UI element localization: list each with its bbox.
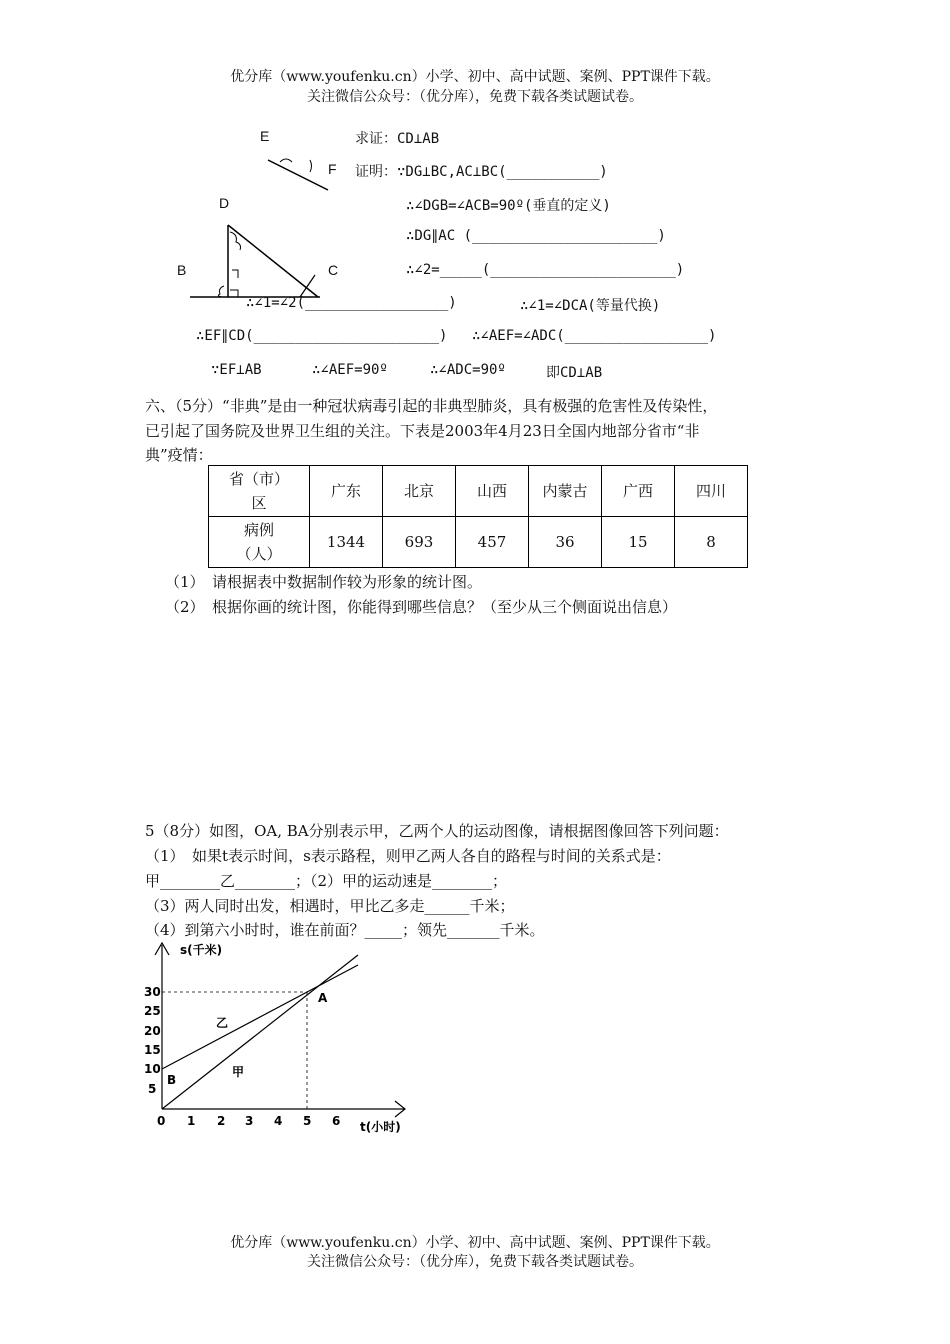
proof-line-7b: ∴∠AEF=90º xyxy=(312,362,388,378)
label-f: F xyxy=(328,161,337,177)
line-ba-yi xyxy=(162,965,358,1069)
section5-line-3: 甲________乙________；（2）甲的运动速是________； xyxy=(145,872,508,890)
table-cell: 山西 xyxy=(456,466,529,517)
y-axis-label: s(千米) xyxy=(180,943,223,957)
section6-line-1: 六、（5分）“非典”是由一种冠状病毒引起的非典型肺炎，具有极强的危害性及传染性， xyxy=(145,397,718,415)
label-d: D xyxy=(219,195,230,211)
proof-line-7a: ∵EF⊥AB xyxy=(211,362,262,378)
table-cell: 457 xyxy=(456,517,529,568)
proof-line-1: 证明：∵DG⊥BC,AC⊥BC(___________) xyxy=(355,164,608,180)
label-e: E xyxy=(260,128,270,144)
table-cell: 北京 xyxy=(383,466,456,517)
x-tick-6: 6 xyxy=(332,1114,341,1128)
proof-line-7d: 即CD⊥AB xyxy=(546,365,603,381)
proof-line-5: ∴∠1=∠2(_________________) xyxy=(246,295,457,311)
section5-line-4: （3）两人同时出发，相遇时，甲比乙多走______千米； xyxy=(145,897,515,915)
x-tick-1: 1 xyxy=(187,1114,196,1128)
y-tick-5: 5 xyxy=(148,1082,157,1096)
proof-line-3: ∴DG∥AC (______________________) xyxy=(406,228,666,244)
table-header-region: 省（市） 区 xyxy=(209,466,310,517)
point-a-label: A xyxy=(318,991,328,1005)
table-cell: 广东 xyxy=(310,466,383,517)
x-tick-2: 2 xyxy=(217,1114,226,1128)
y-tick-20: 20 xyxy=(144,1024,161,1038)
proof-line-4: ∴∠2=_____(______________________) xyxy=(406,262,685,278)
footer-line-1: 优分库（www.youfenku.cn）小学、初中、高中试题、案例、PPT课件下载。 xyxy=(230,1235,720,1251)
footer-line-2: 关注微信公众号：（优分库），免费下载各类试题试卷。 xyxy=(307,1254,643,1270)
proof-line-6b: ∴∠AEF=∠ADC(_________________) xyxy=(472,328,717,344)
table-cell: 四川 xyxy=(675,466,748,517)
proof-line-7c: ∴∠ADC=90º xyxy=(430,362,506,378)
label-c: C xyxy=(328,262,339,278)
table-row xyxy=(209,466,748,517)
table-cell: 693 xyxy=(383,517,456,568)
proof-line-2: ∴∠DGB=∠ACB=90º(垂直的定义) xyxy=(406,198,611,214)
table-cell: 内蒙古 xyxy=(529,466,602,517)
prove-statement: 求证：CD⊥AB xyxy=(355,131,440,147)
table-cell: 15 xyxy=(602,517,675,568)
geometry-figure xyxy=(170,120,350,310)
section6-line-3: 典”疫情： xyxy=(145,446,213,464)
section6-question-2: （2） 根据你画的统计图，你能得到哪些信息？（至少从三个侧面说出信息） xyxy=(165,598,678,616)
section5-line-1: 5（8分）如图，OA, BA分别表示甲，乙两个人的运动图像，请根据图像回答下列问题： xyxy=(145,822,729,840)
x-tick-3: 3 xyxy=(245,1114,254,1128)
table-row xyxy=(209,517,748,568)
table-cell: 1344 xyxy=(310,517,383,568)
y-tick-30: 30 xyxy=(144,985,161,999)
header-line-1: 优分库（www.youfenku.cn）小学、初中、高中试题、案例、PPT课件下载。 xyxy=(230,69,720,85)
section5-line-2: （1） 如果t表示时间，s表示路程，则甲乙两人各自的路程与时间的关系式是： xyxy=(145,847,671,865)
table-cell: 36 xyxy=(529,517,602,568)
point-b-label: B xyxy=(167,1073,177,1087)
x-tick-0: 0 xyxy=(157,1114,166,1128)
y-tick-10: 10 xyxy=(144,1062,161,1076)
table-header-cases: 病例 （人） xyxy=(209,517,310,568)
x-tick-5: 5 xyxy=(303,1114,312,1128)
motion-graph xyxy=(140,935,440,1145)
x-tick-4: 4 xyxy=(274,1114,283,1128)
section5-line-5: （4）到第六小时时，谁在前面？_____；领先_______千米。 xyxy=(145,921,545,939)
table-cell: 广西 xyxy=(602,466,675,517)
y-tick-15: 15 xyxy=(144,1043,161,1057)
line-jia-label: 甲 xyxy=(232,1065,245,1079)
y-tick-25: 25 xyxy=(144,1004,161,1018)
x-axis-label: t(小时) xyxy=(360,1120,401,1134)
proof-line-6: ∴EF∥CD(______________________) xyxy=(196,328,448,344)
section6-line-2: 已引起了国务院及世界卫生组的关注。下表是2003年4月23日全国内地部分省市“非 xyxy=(145,422,700,440)
line-oa-jia xyxy=(162,955,358,1109)
header-line-2: 关注微信公众号：（优分库），免费下载各类试题试卷。 xyxy=(307,89,643,105)
label-b: B xyxy=(177,262,187,278)
section6-question-1: （1） 请根据表中数据制作较为形象的统计图。 xyxy=(165,573,483,591)
epidemic-table xyxy=(208,465,748,568)
table-cell: 8 xyxy=(675,517,748,568)
proof-line-5b: ∴∠1=∠DCA(等量代换) xyxy=(520,298,661,314)
line-yi-label: 乙 xyxy=(216,1016,229,1030)
